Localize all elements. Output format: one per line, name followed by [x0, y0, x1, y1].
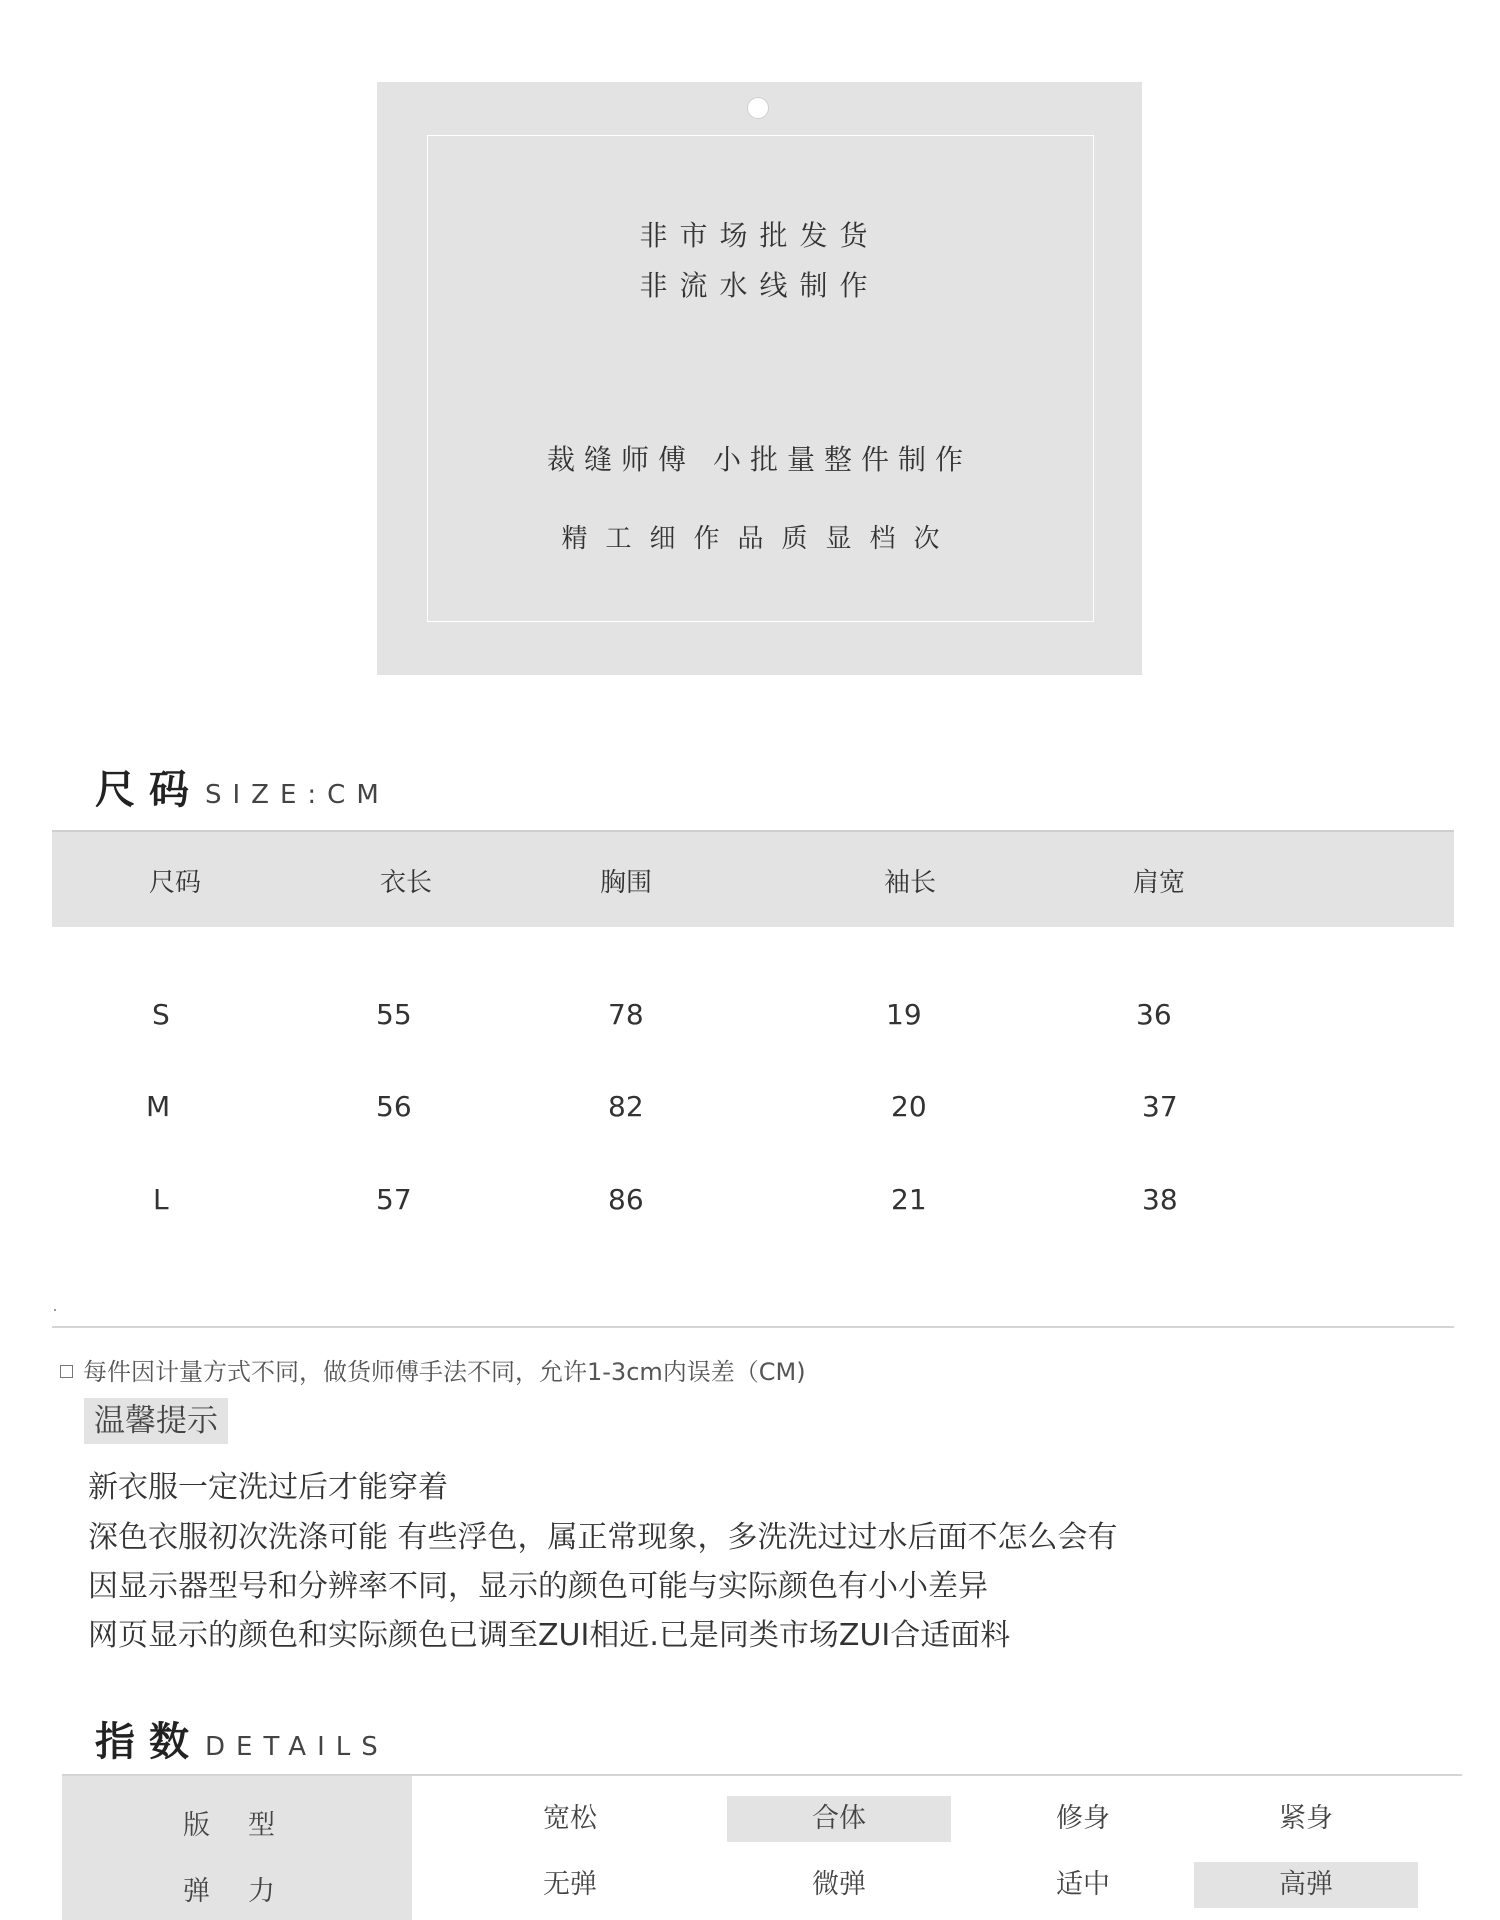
hang-tag: [377, 82, 1142, 675]
tag-line-1: 非市场批发货: [639, 219, 880, 252]
size-cell: S: [152, 998, 170, 1031]
length-cell: 57: [376, 1183, 412, 1216]
size-header-cell: 尺码: [149, 868, 202, 898]
tip-line: 因显示器型号和分辨率不同，显示的颜色可能与实际颜色有小小差异: [88, 1569, 988, 1604]
size-header-cell: 衣长: [380, 868, 433, 898]
size-header-cell: 袖长: [884, 868, 937, 898]
details-label-fit: 版型: [183, 1810, 313, 1841]
sleeve-cell: 19: [886, 998, 922, 1031]
elasticity-option-selected: 高弹: [1194, 1862, 1418, 1908]
size-header-cell: 胸围: [600, 868, 653, 898]
length-cell: 56: [376, 1090, 412, 1123]
chest-cell: 86: [608, 1183, 644, 1216]
size-section-heading: [95, 758, 390, 815]
size-table-bottom-divider: [52, 1326, 1454, 1328]
size-title-zh: 尺码: [95, 767, 203, 813]
fit-option: 修身: [1056, 1803, 1110, 1834]
length-cell: 55: [376, 998, 412, 1031]
tag-line-4: 精工细作品质显档次: [561, 524, 958, 554]
tip-line: 深色衣服初次洗涤可能 有些浮色，属正常现象，多洗洗过过水后面不怎么会有: [88, 1520, 1118, 1555]
measurement-note-text: 每件因计量方式不同，做货师傅手法不同，允许1-3cm内误差（CM): [83, 1358, 806, 1386]
tag-line-3: 裁缝师傅 小批量整件制作: [547, 443, 972, 476]
checkbox-square-icon: [60, 1365, 73, 1378]
stray-dot: [54, 1309, 56, 1311]
size-title-en: SIZE:CM: [205, 780, 390, 810]
details-section-heading: [95, 1710, 389, 1767]
shoulder-cell: 36: [1136, 998, 1172, 1031]
sleeve-cell: 20: [891, 1090, 927, 1123]
fit-option-selected: 合体: [727, 1796, 951, 1842]
chest-cell: 82: [608, 1090, 644, 1123]
fit-option: 宽松: [543, 1803, 597, 1834]
fit-option: 紧身: [1279, 1803, 1333, 1834]
tag-line-2: 非流水线制作: [639, 269, 880, 302]
size-cell: M: [146, 1090, 171, 1123]
size-cell: L: [153, 1183, 169, 1216]
elasticity-option: 微弹: [812, 1869, 866, 1900]
size-header-cell: 肩宽: [1133, 868, 1186, 898]
tag-hole-icon: [747, 97, 769, 119]
shoulder-cell: 37: [1142, 1090, 1178, 1123]
measurement-note: [60, 1352, 806, 1387]
size-table-header: [52, 830, 1454, 927]
chest-cell: 78: [608, 998, 644, 1031]
elasticity-option: 适中: [1056, 1869, 1110, 1900]
elasticity-option: 无弹: [543, 1869, 597, 1900]
shoulder-cell: 38: [1142, 1183, 1178, 1216]
details-title-zh: 指数: [95, 1719, 203, 1765]
details-title-en: DETAILS: [205, 1732, 389, 1762]
sleeve-cell: 21: [891, 1183, 927, 1216]
tip-line: 网页显示的颜色和实际颜色已调至ZUI相近.已是同类市场ZUI合适面料: [88, 1618, 1011, 1653]
details-label-elasticity: 弹力: [183, 1876, 313, 1907]
tips-title: 温馨提示: [84, 1398, 228, 1444]
tip-line: 新衣服一定洗过后才能穿着: [88, 1470, 448, 1505]
